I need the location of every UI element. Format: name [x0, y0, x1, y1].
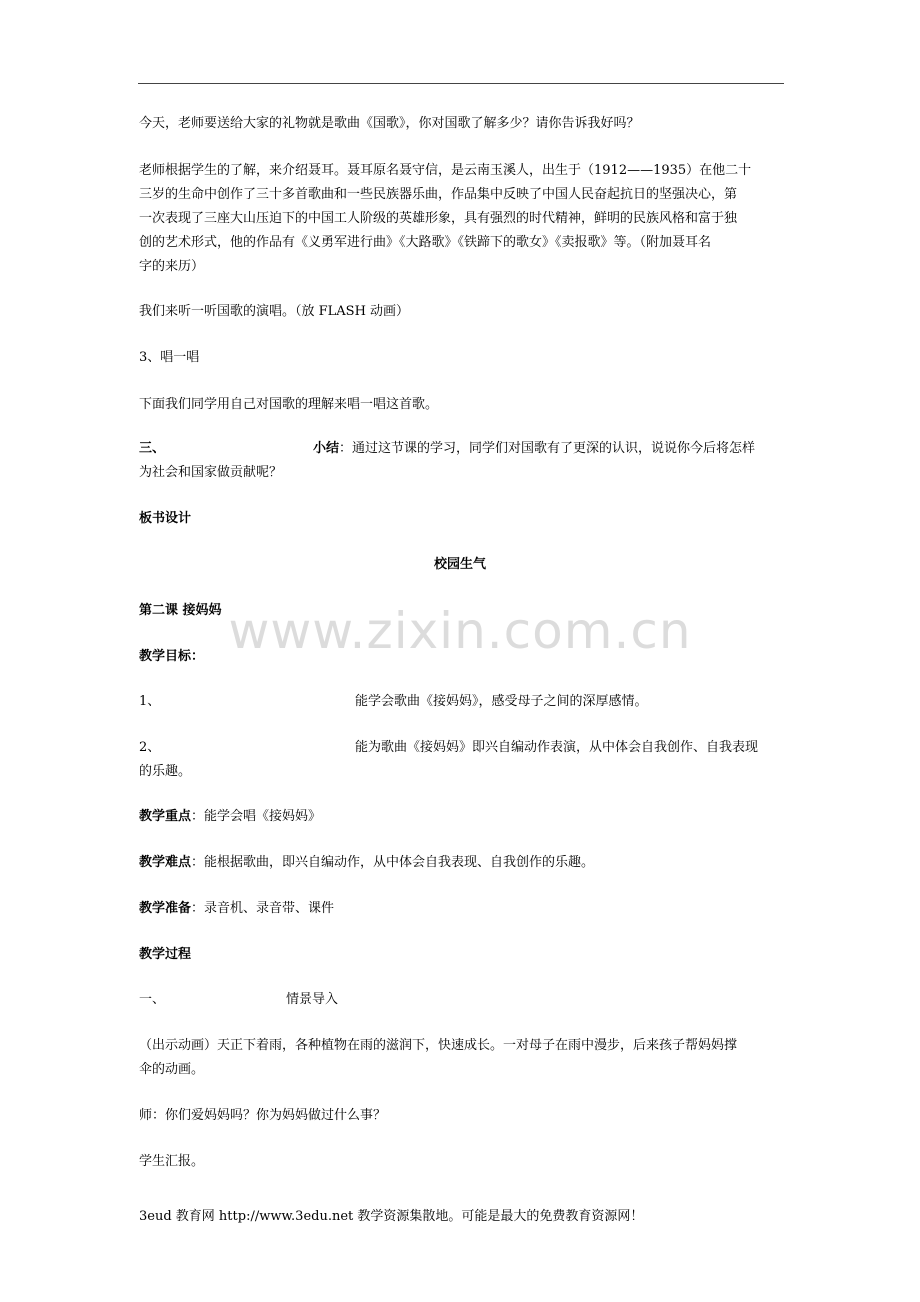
goal-number: 2、	[139, 740, 161, 755]
goal-text: 能为歌曲《接妈妈》即兴自编动作表演，从中体会自我创作、自我表现	[355, 740, 759, 755]
step-number: 一、	[139, 992, 166, 1007]
key-points	[139, 805, 785, 829]
lesson-title: 第二课 接妈妈	[139, 603, 222, 618]
step-text: 情景导入	[286, 992, 339, 1007]
key-points-label: 教学重点	[139, 809, 192, 824]
paragraph-sing-together: 下面我们同学用自己对国歌的理解来唱一唱这首歌。	[139, 397, 439, 412]
paragraph-intro-gift: 今天，老师要送给大家的礼物就是歌曲《国歌》，你对国歌了解多少？请你告诉我好吗？	[139, 116, 640, 131]
intro-animation-line: 伞的动画。	[139, 1062, 205, 1077]
goal-text-cont: 的乐趣。	[139, 764, 192, 779]
summary-text-cont: 为社会和国家做贡献呢？	[139, 465, 283, 480]
summary-line	[313, 437, 793, 461]
paragraph-line: 创的艺术形式，他的作品有《义勇军进行曲》《大路歌》《铁蹄下的歌女》《卖报歌》等。（附加聂耳名	[139, 235, 712, 250]
summary-label: 小结	[313, 441, 340, 456]
paragraph-line: 老师根据学生的了解，来介绍聂耳。聂耳原名聂守信，是云南玉溪人，出生于（1912——1935）在他二十	[139, 163, 752, 178]
student-report: 学生汇报。	[139, 1154, 205, 1169]
difficulties-label: 教学难点	[139, 855, 192, 870]
difficulties-text: ：能根据歌曲，即兴自编动作，从中体会自我表现、自我创作的乐趣。	[191, 855, 595, 870]
header-rule	[138, 83, 784, 84]
intro-animation-line: （出示动画）天正下着雨，各种植物在雨的滋润下，快速成长。一对母子在雨中漫步，后来孩子帮妈妈撑	[139, 1038, 738, 1053]
preparation-label: 教学准备	[139, 901, 192, 916]
paragraph-line: 三岁的生命中创作了三十多首歌曲和一些民族器乐曲，作品集中反映了中国人民奋起抗日的坚强决心，第	[139, 187, 738, 202]
preparation-text: ：录音机、录音带、课件	[191, 901, 335, 916]
process-heading: 教学过程	[139, 947, 192, 962]
goal-number: 1、	[139, 694, 161, 709]
paragraph-line: 字的来历）	[139, 259, 205, 274]
watermark: www.zixin.com.cn	[228, 602, 692, 660]
summary-text: ：通过这节课的学习，同学们对国歌有了更深的认识，说说你今后将怎样	[339, 441, 756, 456]
difficulties	[139, 851, 785, 875]
section-number: 三、	[139, 441, 166, 456]
board-design-heading: 板书设计	[139, 511, 192, 526]
step-sing: 3、唱一唱	[139, 350, 200, 365]
key-points-text: ：能学会唱《接妈妈》	[191, 809, 322, 824]
goal-text: 能学会歌曲《接妈妈》，感受母子之间的深厚感情。	[355, 694, 648, 709]
goals-heading: 教学目标：	[139, 649, 205, 664]
paragraph-listen: 我们来听一听国歌的演唱。（放 FLASH 动画）	[139, 304, 410, 319]
footer-text: 3eud 教育网 http://www.3edu.net 教学资源集散地。可能是最大的免费教育资源网！	[139, 1209, 644, 1224]
paragraph-line: 一次表现了三座大山压迫下的中国工人阶级的英雄形象，具有强烈的时代精神，鲜明的民族风格和富于独	[139, 211, 738, 226]
preparation	[139, 897, 785, 921]
center-title: 校园生气	[433, 557, 486, 572]
teacher-question: 师：你们爱妈妈吗？你为妈妈做过什么事？	[139, 1108, 387, 1123]
